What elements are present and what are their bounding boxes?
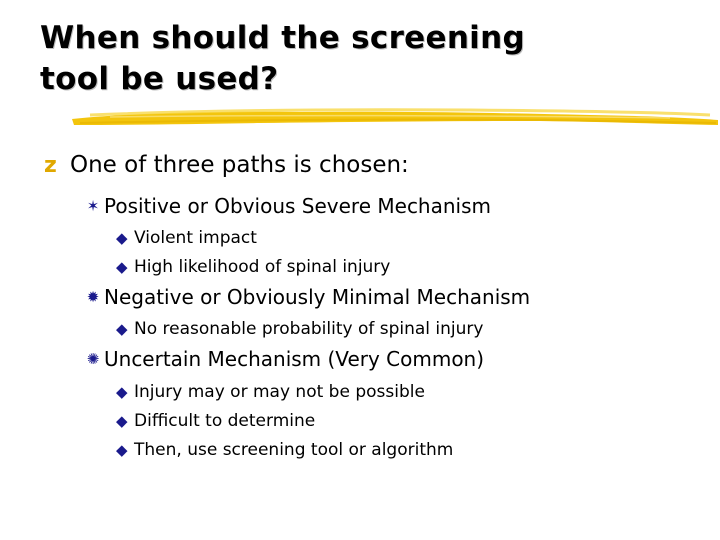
title-line-2: tool be used? xyxy=(40,61,279,97)
title-line-1: When should the screening xyxy=(40,20,525,56)
title-underline-brush xyxy=(70,103,720,131)
list-item xyxy=(116,257,390,277)
path-label: Positive or Obvious Severe Mechanism xyxy=(104,194,492,218)
diamond-bullet-icon: ◆ xyxy=(116,258,128,276)
list-item xyxy=(116,382,425,402)
path-positive xyxy=(84,194,491,218)
list-item xyxy=(116,319,483,339)
list-item-text: Violent impact xyxy=(134,228,257,248)
eight-point-star-icon: ✹ xyxy=(86,288,100,306)
diamond-bullet-icon: ◆ xyxy=(116,441,128,459)
list-item xyxy=(116,440,453,460)
path-label: Uncertain Mechanism (Very Common) xyxy=(104,347,485,371)
diamond-bullet-icon: ◆ xyxy=(116,320,128,338)
list-item xyxy=(116,228,257,248)
six-point-star-icon: ✶ xyxy=(86,197,100,215)
z-bullet-icon: z xyxy=(44,152,57,178)
path-negative xyxy=(84,285,530,309)
intro-bullet xyxy=(44,152,409,178)
diamond-bullet-icon: ◆ xyxy=(116,412,128,430)
list-item-text: No reasonable probability of spinal injury xyxy=(134,319,484,339)
diamond-bullet-icon: ◆ xyxy=(116,229,128,247)
list-item-text: High likelihood of spinal injury xyxy=(134,257,391,277)
list-item-text: Injury may or may not be possible xyxy=(134,382,425,402)
path-label: Negative or Obviously Minimal Mechanism xyxy=(104,285,531,309)
slide-title xyxy=(40,18,680,100)
intro-text: One of three paths is chosen: xyxy=(70,152,409,178)
list-item-text: Then, use screening tool or algorithm xyxy=(134,440,454,460)
list-item-text: Difficult to determine xyxy=(134,411,316,431)
path-uncertain xyxy=(84,347,484,371)
list-item xyxy=(116,411,315,431)
twelve-point-star-icon: ✺ xyxy=(86,350,100,368)
diamond-bullet-icon: ◆ xyxy=(116,383,128,401)
